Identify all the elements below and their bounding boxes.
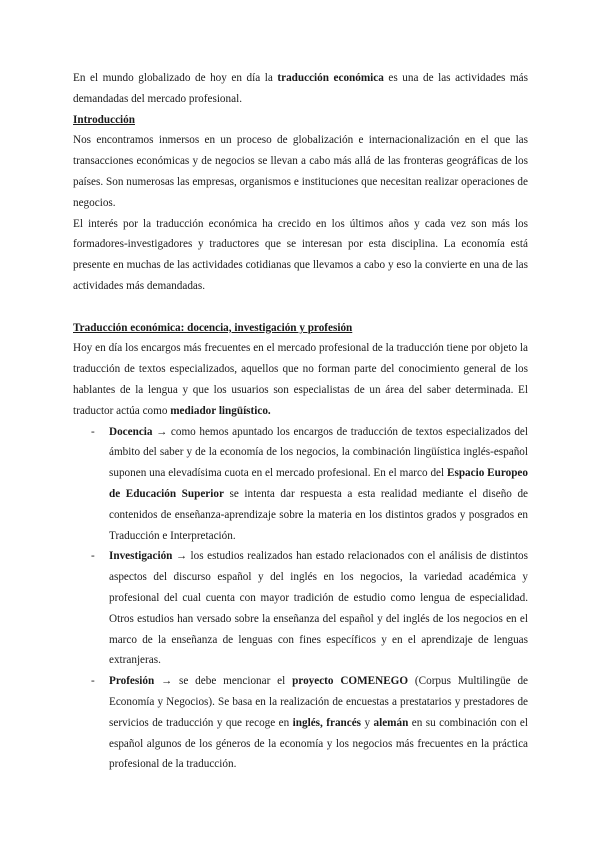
text-run: (Corpus Multilingüe de Economía y Negocios). Se basa en la realización de encuestas a prestatarios y prestadores de servicios de traducción y que recoge en <box>109 675 529 729</box>
bullet-term: Profesión <box>109 675 155 688</box>
bold-term: mediador lingüístico. <box>170 404 271 417</box>
bullet-item-profesion <box>73 671 528 775</box>
bullet-item-docencia <box>73 422 528 547</box>
text-run: → como hemos apuntado los encargos de traducción de textos especializados del ámbito del saber y de la economía de los negocios, la combinación lingüística inglés-español suponen una elevadísima cuota en el mercado profesional. En el marco del <box>109 425 528 480</box>
section-heading-traduccion-economica: Traducción económica: docencia, investigación y profesión <box>73 321 353 334</box>
text-run: Hoy en día los encargos más frecuentes en el mercado profesional de la traducción tiene por objeto la traducción de textos especializados, aquellos que no forman parte del conocimiento general de los hablantes de la lengua y que los usuarios son especialistas de un área del saber determinada. El traductor actúa como <box>73 342 528 417</box>
section-heading-introduccion: Introducción <box>73 113 135 126</box>
bold-term: alemán <box>373 716 409 729</box>
text-run: se intenta dar respuesta a esta realidad mediante el diseño de contenidos de enseñanza-aprendizaje sobre la materia en los distintos grados y posgrados en Traducción e Interpretación. <box>109 487 529 542</box>
bullet-list <box>73 422 528 776</box>
text-run: es una de las actividades más demandadas del mercado profesional. <box>73 72 528 105</box>
text-run: → los estudios realizados han estado relacionados con el análisis de distintos aspectos del discurso español y del inglés en los negocios, la variedad académica y profesional del cual cuenta con mayor tradición de estudio como lengua de especialidad. Otros estudios han versado sobre la enseñanza del español y del inglés de los negocios en el marco de la enseñanza de lenguas con fines específicos y en el aprendizaje de lenguas extranjeras. <box>109 550 528 667</box>
bold-term: inglés, francés <box>292 716 362 729</box>
introduccion-paragraph-2: El interés por la traducción económica ha crecido en los últimos años y cada vez son más los formadores-investigadores y traductores que se interesan por esta disciplina. La economía está presente en muchas de las actividades cotidianas que llevamos a cabo y eso la convierte en una de las actividades más demandadas. <box>73 217 528 292</box>
bullet-dash: - <box>91 425 95 438</box>
spacer <box>73 297 528 318</box>
text-run: y <box>361 716 374 729</box>
traduccion-paragraph-1 <box>73 338 528 421</box>
bullet-term: Investigación <box>109 550 173 563</box>
text-run: → se debe mencionar el <box>154 675 293 688</box>
bold-term: Espacio Europeo de Educación Superior <box>109 467 528 500</box>
bold-term: proyecto COMENEGO <box>292 675 409 688</box>
bullet-term: Docencia <box>109 425 153 438</box>
text-run: en su combinación con el español algunos de los géneros de la economía y los negocios más frecuentes en la práctica profesional de la traducción. <box>109 716 528 771</box>
bullet-item-investigacion <box>73 546 528 671</box>
introduccion-paragraph-1: Nos encontramos inmersos en un proceso de globalización e internacionalización en el que las transacciones económicas y de negocios se llevan a cabo más allá de las fronteras geográficas de los países. Son numerosas las empresas, organismos e instituciones que necesitan realizar operaciones de negocios. <box>73 134 528 209</box>
intro-paragraph <box>73 68 528 110</box>
text-run: En el mundo globalizado de hoy en día la <box>73 72 278 84</box>
bullet-dash: - <box>91 550 95 563</box>
bullet-dash: - <box>91 675 95 688</box>
bold-term: traducción económica <box>277 72 384 84</box>
